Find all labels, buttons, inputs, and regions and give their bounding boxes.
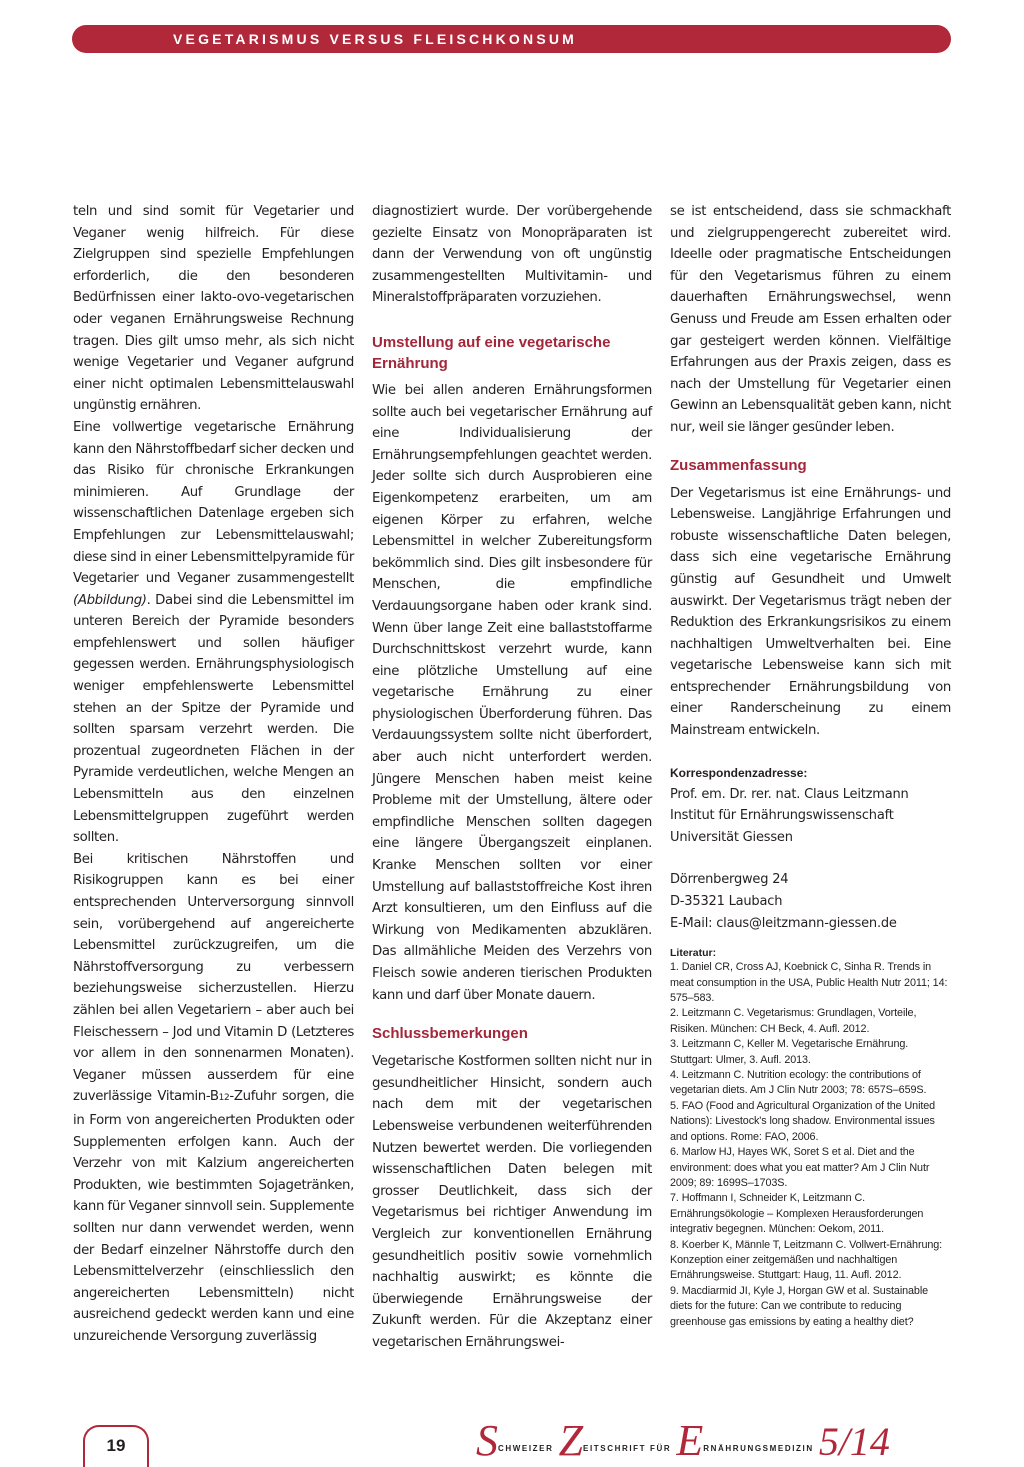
- references-list: [670, 960, 951, 1330]
- correspondence-label: Korrespondenzadresse:: [670, 765, 808, 780]
- reference-item: 3. Leitzmann C, Keller M. Vegetarische Ernährung. Stuttgart: Ulmer, 3. Aufl. 2013.: [670, 1038, 909, 1066]
- references-label: Literatur:: [670, 947, 717, 960]
- text-column-2: [372, 201, 652, 1354]
- address-line: Institut für Ernährungswissenschaft: [670, 808, 894, 824]
- reference-item: 8. Koerber K, Männle T, Leitzmann C. Vollwert-Ernährung: Konzeption einer zeitgemäßen und nachhaltigen Ernährungsweise. Stuttgart: Haug, 11. Aufl. 2012.: [670, 1238, 943, 1282]
- text-column-3: [670, 201, 951, 1330]
- reference-item: 6. Marlow HJ, Hayes WK, Soret S et al. Diet and the environment: does what you eat matter? Am J Clin Nutr 2009; 89: 1699S–1703S.: [670, 1146, 930, 1189]
- reference-item: 1. Daniel CR, Cross AJ, Koebnick C, Sinha R. Trends in meat consumption in the USA, Public Health Nutr 2011; 14: 575–583.: [670, 961, 948, 1005]
- reference-item: 4. Leitzmann C. Nutrition ecology: the contributions of vegetarian diets. Am J Clin Nutr 2003; 78: 657S–659S.: [670, 1069, 927, 1097]
- journal-word: EITSCHRIFT FÜR: [583, 1444, 672, 1453]
- paragraph: [73, 849, 354, 1348]
- section-heading: Umstellung auf eine vegetarische Ernährung: [372, 333, 611, 372]
- figure-reference: (Abbildung): [73, 592, 147, 608]
- text-run: -Zufuhr sorgen, die in Form von angereicherten Produkten oder Supplementen erfolgen kann. Auch der Verzehr von mit Kalzium angereicherten Produkten, wie bestimmten Sojagetränken, kann für Veganer sinnvoll sein. Supplemente sollten nur dann verwendet werden, wenn der Bedarf einzelner Nährstoffe durch den Lebensmittelverzehr (einschliesslich den angereicherten Lebensmitteln) nicht ausreichend gedeckt werden kann und eine unzureichende Versorgung zuverlässig: [73, 1089, 354, 1344]
- journal-masthead: [476, 1416, 890, 1465]
- address-line: D-35321 Laubach: [670, 894, 783, 910]
- address-line: Dörrenbergweg 24: [670, 872, 789, 888]
- reference-item: 2. Leitzmann C. Vegetarismus: Grundlagen, Vorteile, Risiken. München: CH Beck, 4. Aufl. 2012.: [670, 1007, 917, 1035]
- page-number: 19: [106, 1436, 126, 1455]
- paragraph: diagnostiziert wurde. Der vorübergehende gezielte Einsatz von Monopräparaten ist dann der Verwendung von oft ungünstig zusammengestellten Multivitamin- und Mineralstoffpräparaten vorzuziehen.: [372, 204, 652, 306]
- text-column-1: [73, 201, 354, 1347]
- journal-initial-z: Z: [558, 1416, 584, 1465]
- section-heading: Schlussbemerkungen: [372, 1025, 528, 1043]
- journal-word: CHWEIZER: [498, 1444, 554, 1453]
- journal-initial-s: S: [476, 1416, 498, 1465]
- text-run: Bei kritischen Nährstoffen und Risikogruppen kann es bei einer entsprechenden Unterversorgung sinnvoll sein, vorübergehend auf angereicherte Lebensmittel zurückzugreifen, um die Nährstoffversorgung zu verbessern beziehungsweise sicherzustellen. Hierzu zählen bei allen Vegetariern – aber auch bei Fleischessern – Jod und Vitamin D (Letzteres vor allem in den sonnenarmen Monaten). Veganer müssen ausserdem für eine zuverlässige Vitamin-B: [73, 851, 354, 1105]
- paragraph: Wie bei allen anderen Ernährungsformen sollte auch bei vegetarischer Ernährung auf eine Individualisierung der Ernährungsempfehlungen geachtet werden. Jeder sollte sich durch Ausprobieren eine Eigenkompetenz erarbeiten, um am eigenen Körper zu erfahren, welche Lebensmittel in welcher Zubereitungsform bekömmlich sind. Dies gilt insbesondere für Menschen, die empfindliche Verdauungsorgane haben oder krank sind. Wenn über lange Zeit eine ballaststoffarme Durchschnittskost verzehrt wurde, kann eine plötzliche Umstellung auf eine vegetarische Ernährung zu einer physiologischen Überforderung führen. Das Verdauungssystem sollte nicht überfordert, aber auch nicht unterfordert werden. Jüngere Menschen haben meist keine Probleme mit der Umstellung, ältere oder empfindliche Menschen sollten dagegen eine längere Übergangszeit einplanen. Kranke Menschen sollten vor einer Umstellung auf ballaststoffreiche Kost ihren Arzt konsultieren, um den Einfluss auf die Wirkung von Medikamenten abzuklären. Das allmähliche Meiden des Verzehrs von Fleisch sowie anderen tierischen Produkten kann und darf über Monate dauern.: [372, 382, 652, 1003]
- address-line: Prof. em. Dr. rer. nat. Claus Leitzmann: [670, 786, 909, 802]
- page-number-box: [83, 1425, 149, 1467]
- issue-number: 5/14: [818, 1419, 890, 1464]
- address-line: Universität Giessen: [670, 829, 793, 845]
- text-run: Eine vollwertige vegetarische Ernährung kann den Nährstoffbedarf sicher decken und das Risiko für chronische Erkrankungen minimieren. Auf Grundlage der wissenschaftlichen Datenlage ergeben sich Empfehlungen zur Lebensmittelauswahl; diese sind in einer Lebensmittelpyramide für Vegetarier und Veganer zusammengestellt: [73, 419, 354, 587]
- paragraph: se ist entscheidend, dass sie schmackhaft und zielgruppengerecht zubereitet wird. Ideelle oder pragmatische Entscheidungen für den Vegetarismus führen zu einem dauerhaften Ernährungswechsel, wenn Genuss und Freude am Essen erhalten oder gar gesteigert werden können. Vielfältige Erfahrungen aus der Praxis zeigen, dass es nach der Umstellung für Vegetarier einen Gewinn an Lebensqualität geben kann, nicht nur, weil sie länger gesünder leben.: [670, 204, 951, 435]
- section-header-bar: [72, 25, 951, 53]
- email-address: E-Mail: claus@leitzmann-giessen.de: [670, 915, 897, 931]
- paragraph: [73, 417, 354, 849]
- correspondence-address: [670, 784, 951, 935]
- paragraph: Vegetarische Kostformen sollten nicht nur in gesundheitlicher Hinsicht, sondern auch nach dem mit der vegetarischen Lebensweise verbundenen weiterführenden Nutzen bewertet werden. Die vorliegenden wissenschaftlichen Daten belegen mit grosser Deutlichkeit, dass sich der Vegetarismus bei richtiger Anwendung im Vergleich zur konventionellen Ernährung gesundheitlich positiv sowie vornehmlich nachhaltig auswirkt; es könnte die überwiegende Ernährungsweise der Zukunft werden. Für die Akzeptanz einer vegetarischen Ernährungswei-: [372, 1054, 652, 1350]
- journal-initial-e: E: [676, 1416, 704, 1465]
- reference-item: 5. FAO (Food and Agricultural Organization of the United Nations): Livestock's long shadow. Environmental issues and options. Rome: FAO, 2006.: [670, 1099, 936, 1143]
- journal-word: RNÄHRUNGSMEDIZIN: [703, 1444, 814, 1453]
- paragraph: teln und sind somit für Vegetarier und Veganer wenig hilfreich. Für diese Zielgruppen sind spezielle Empfehlungen erforderlich, die den besonderen Bedürfnissen einer lakto-ovo-vegetarischen oder veganen Ernährungsweise Rechnung tragen. Dies gilt umso mehr, als sich nicht wenige Vegetarier und Veganer aufgrund einer nicht optimalen Lebensmittelauswahl ungünstig ernähren.: [73, 204, 354, 414]
- subscript: 12: [218, 1093, 230, 1104]
- section-heading: Zusammenfassung: [670, 456, 807, 474]
- section-title: VEGETARISMUS VERSUS FLEISCHKONSUM: [173, 31, 578, 47]
- reference-item: 7. Hoffmann I, Schneider K, Leitzmann C. Ernährungsökologie – Komplexen Herausforderungen integrativ begegnen. München: Oekom, 2011.: [670, 1192, 924, 1236]
- paragraph: Der Vegetarismus ist eine Ernährungs- und Lebensweise. Langjährige Erfahrungen und robuste wissenschaftliche Daten belegen, dass sich eine vegetarische Ernährung günstig auf Gesundheit und Umwelt auswirkt. Der Vegetarismus trägt neben der Reduktion des Erkrankungsrisikos zu einem nachhaltigen Umweltverhalten bei. Eine vegetarische Lebensweise kann sich mit entsprechender Ernährungsbildung von einer Randerscheinung zu einem Mainstream entwickeln.: [670, 485, 951, 739]
- reference-item: 9. Macdiarmid JI, Kyle J, Horgan GW et al. Sustainable diets for the future: Can we contribute to reducing greenhouse gas emissions by eating a healthy diet?: [670, 1284, 929, 1328]
- text-run: . Dabei sind die Lebensmittel im unteren Bereich der Pyramide besonders empfehlenswert und sollen häufiger gegessen werden. Ernährungsphysiologisch weniger empfehlenswerte Lebensmittel stehen an der Spitze der Pyramide und sollten sparsam verzehrt werden. Die prozentual zugeordneten Flächen in der Pyramide verdeutlichen, welche Mengen an Lebensmitteln aus den einzelnen Lebensmittelgruppen zugeführt werden sollten.: [73, 592, 354, 846]
